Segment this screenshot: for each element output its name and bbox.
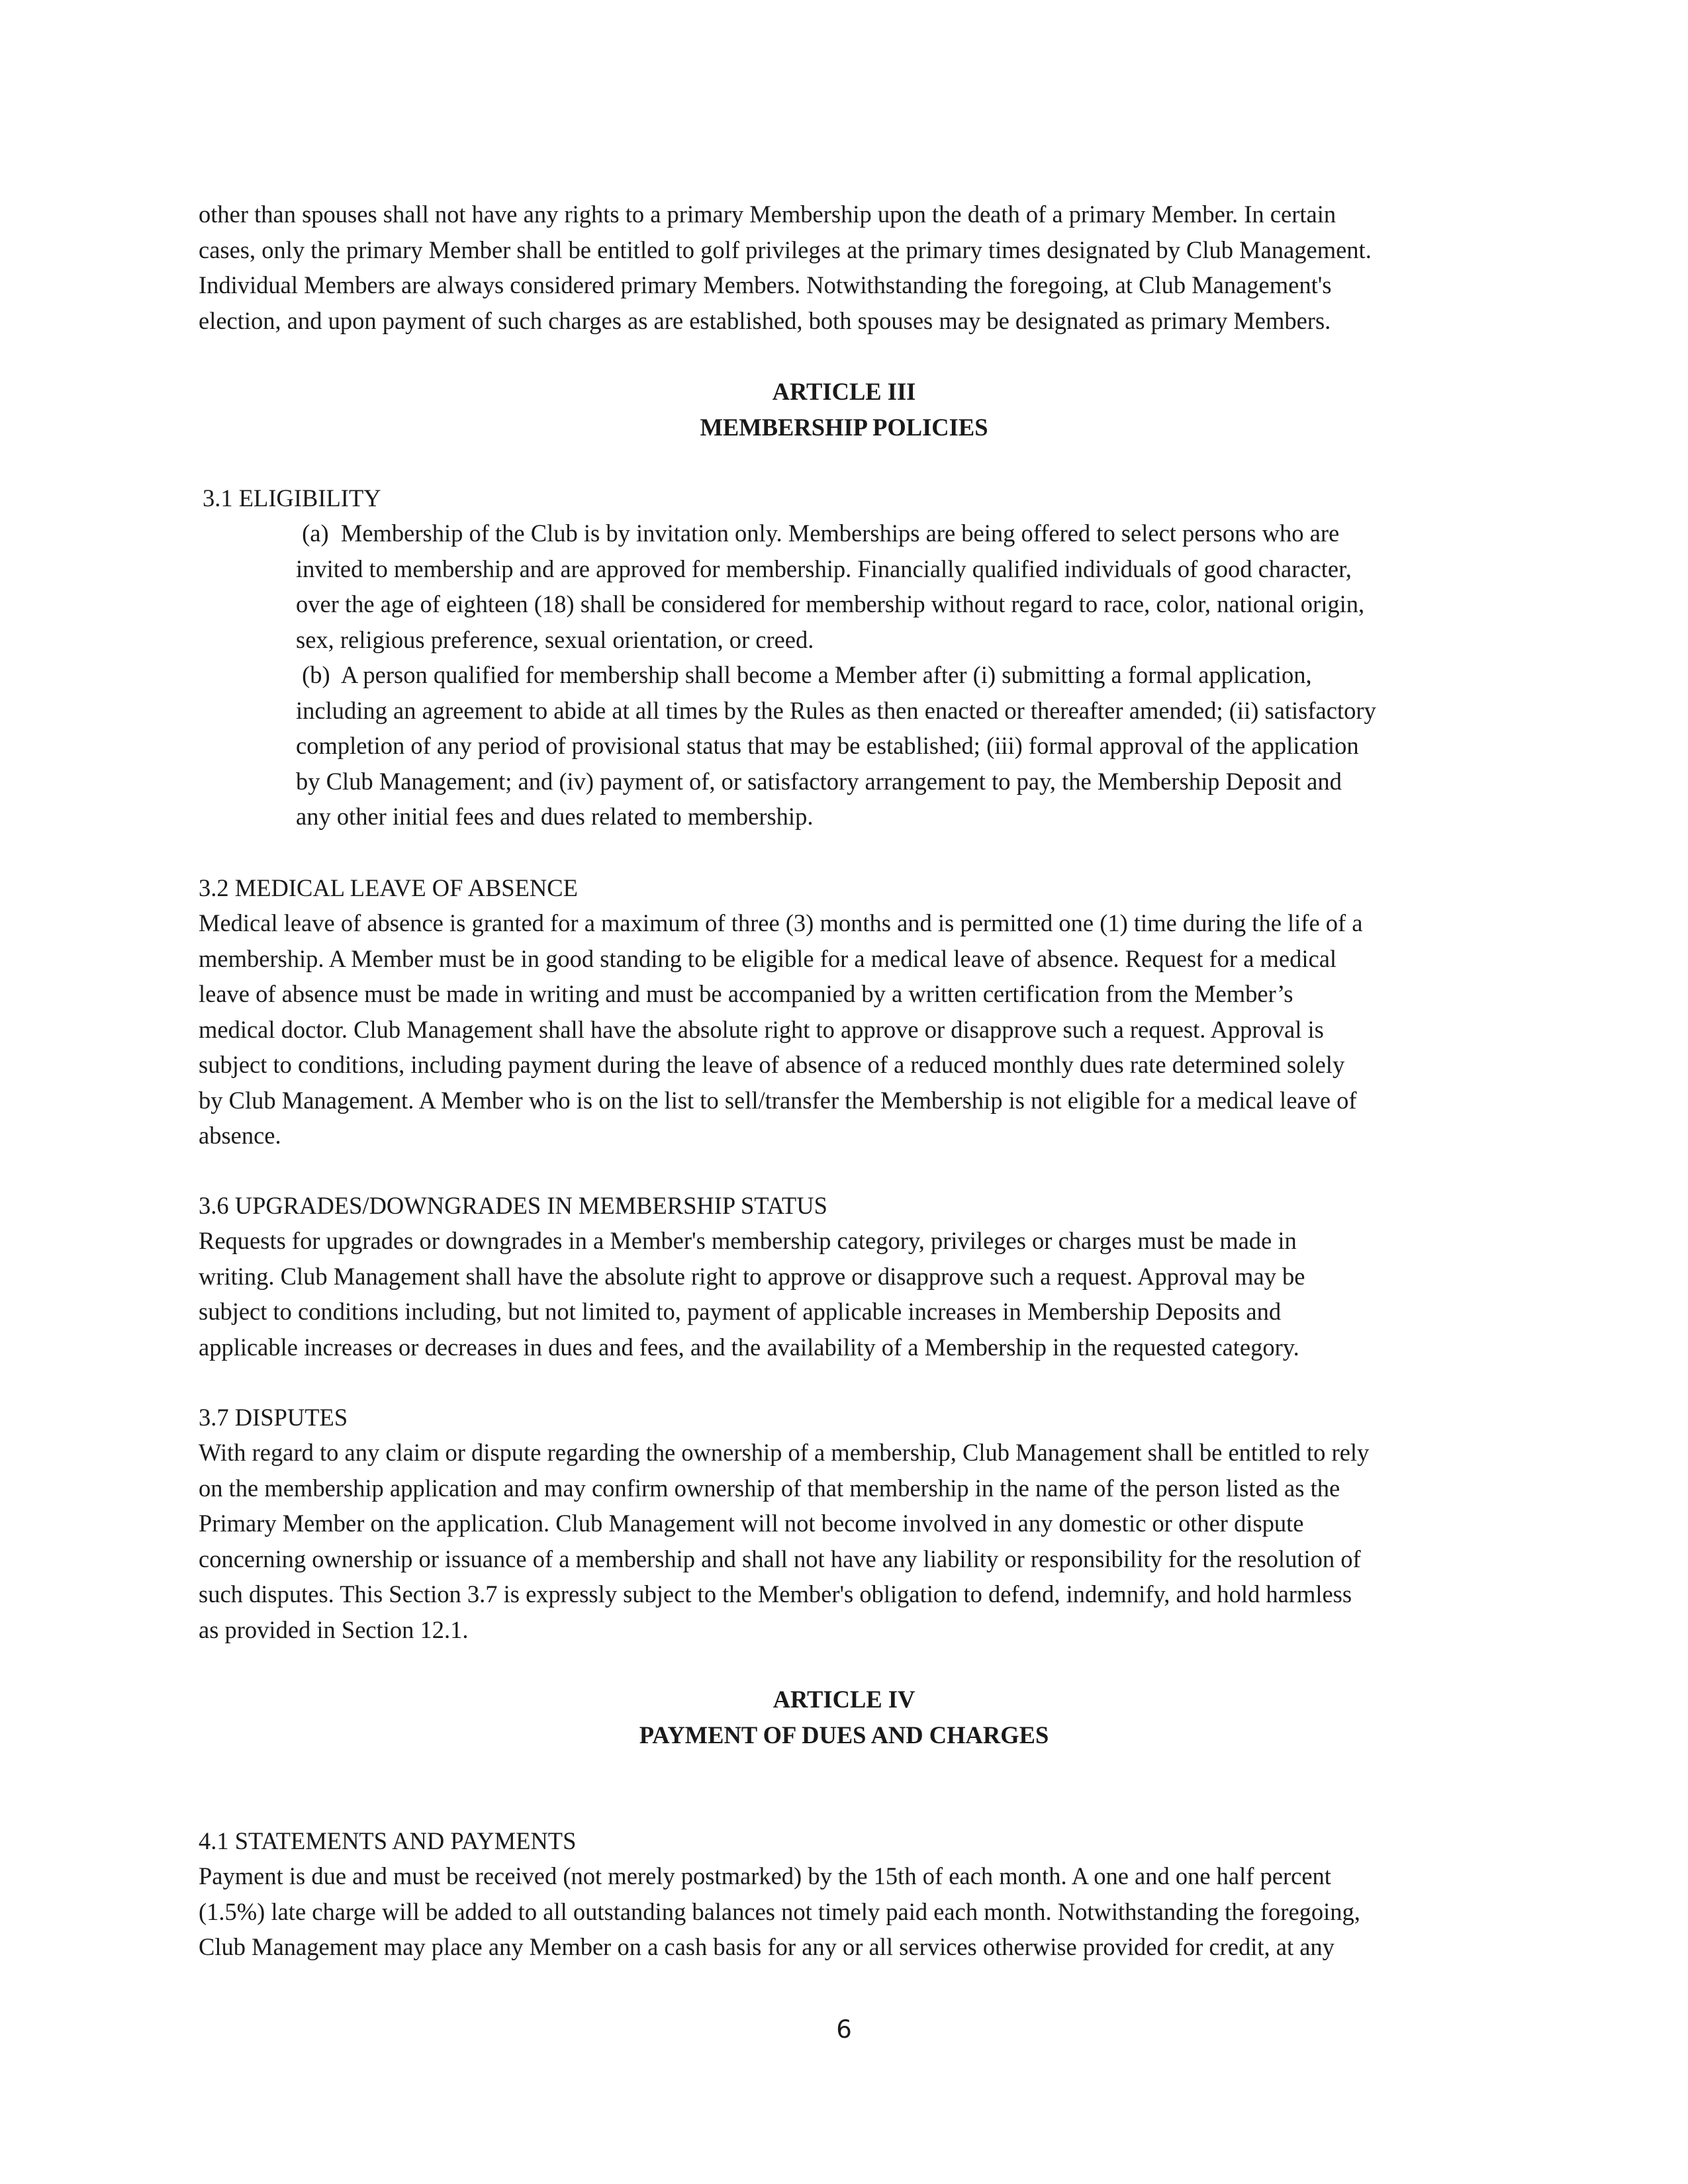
article-number: ARTICLE III (772, 378, 916, 405)
paragraph-line: concerning ownership or issuance of a membership and shall not have any liability or responsibility for the resolution of (199, 1545, 1361, 1572)
article-title: PAYMENT OF DUES AND CHARGES (639, 1721, 1049, 1749)
paragraph-line: Primary Member on the application. Club Management will not become involved in any domestic or other dispute (199, 1510, 1304, 1537)
section-3-1-body (296, 516, 1487, 835)
paragraph-line: applicable increases or decreases in dues and fees, and the availability of a Membership in the requested category. (199, 1333, 1299, 1361)
paragraph-line: cases, only the primary Member shall be entitled to golf privileges at the primary times designated by Club Management. (199, 236, 1372, 263)
article-title: MEMBERSHIP POLICIES (700, 413, 988, 441)
paragraph-line: (b) A person qualified for membership shall become a Member after (i) submitting a formal application, (296, 661, 1312, 688)
intro-paragraph (199, 197, 1496, 338)
paragraph-line: as provided in Section 12.1. (199, 1615, 469, 1643)
section-3-6-title: 3.6 UPGRADES/DOWNGRADES IN MEMBERSHIP STATUS (199, 1192, 827, 1219)
paragraph-line: Payment is due and must be received (not merely postmarked) by the 15th of each month. A one and one half percent (199, 1862, 1331, 1889)
paragraph-line: With regard to any claim or dispute regarding the ownership of a membership, Club Management shall be entitled to rely (199, 1439, 1370, 1466)
paragraph-line: absence. (199, 1122, 281, 1149)
section-3-2-body (199, 905, 1496, 1154)
section-4-1-title: 4.1 STATEMENTS AND PAYMENTS (199, 1827, 577, 1854)
section-4-1-body (199, 1858, 1496, 1965)
page-number: 6 (836, 2015, 852, 2044)
paragraph-line: invited to membership and are approved for membership. Financially qualified individuals of good character, (296, 555, 1352, 582)
paragraph-line: sex, religious preference, sexual orientation, or creed. (296, 625, 814, 653)
paragraph-line: subject to conditions including, but not limited to, payment of applicable increases in Membership Deposits and (199, 1298, 1282, 1325)
paragraph-line: medical doctor. Club Management shall have the absolute right to approve or disapprove such a request. Approval is (199, 1015, 1324, 1043)
paragraph-line: on the membership application and may confirm ownership of that membership in the name of the person listed as the (199, 1474, 1340, 1502)
paragraph-line: over the age of eighteen (18) shall be considered for membership without regard to race, color, national origin, (296, 590, 1365, 617)
section-3-1-title: 3.1 ELIGIBILITY (203, 484, 381, 512)
section-3-7-body (199, 1435, 1496, 1647)
paragraph-line: by Club Management. A Member who is on the list to sell/transfer the Membership is not eligible for a medical leave of (199, 1086, 1357, 1114)
section-3-7-title: 3.7 DISPUTES (199, 1404, 348, 1431)
paragraph-line: Medical leave of absence is granted for a maximum of three (3) months and is permitted one (1) time during the life of a (199, 909, 1363, 936)
paragraph-line: Requests for upgrades or downgrades in a Member's membership category, privileges or charges must be made in (199, 1227, 1297, 1254)
paragraph-line: completion of any period of provisional status that may be established; (iii) formal approval of the application (296, 732, 1359, 759)
article-3-heading (0, 374, 1688, 445)
paragraph-line: other than spouses shall not have any rights to a primary Membership upon the death of a primary Member. In certain (199, 201, 1336, 228)
paragraph-line: Individual Members are always considered primary Members. Notwithstanding the foregoing, at Club Management's (199, 271, 1332, 298)
paragraph-line: leave of absence must be made in writing and must be accompanied by a written certification from the Member’s (199, 980, 1293, 1007)
section-3-2-title: 3.2 MEDICAL LEAVE OF ABSENCE (199, 874, 578, 901)
paragraph-line: (1.5%) late charge will be added to all outstanding balances not timely paid each month. Notwithstanding the foregoing, (199, 1897, 1360, 1925)
article-number: ARTICLE IV (773, 1686, 915, 1713)
paragraph-line: Club Management may place any Member on a cash basis for any or all services otherwise provided for credit, at any (199, 1933, 1335, 1960)
paragraph-line: including an agreement to abide at all times by the Rules as then enacted or thereafter amended; (ii) satisfactory (296, 696, 1376, 724)
paragraph-line: by Club Management; and (iv) payment of, or satisfactory arrangement to pay, the Membership Deposit and (296, 767, 1342, 795)
paragraph-line: subject to conditions, including payment during the leave of absence of a reduced monthly dues rate determined solely (199, 1051, 1345, 1078)
paragraph-line: election, and upon payment of such charges as are established, both spouses may be designated as primary Members. (199, 306, 1331, 334)
paragraph-line: writing. Club Management shall have the absolute right to approve or disapprove such a request. Approval may be (199, 1262, 1305, 1290)
paragraph-line: any other initial fees and dues related to membership. (296, 803, 814, 830)
paragraph-line: (a) Membership of the Club is by invitation only. Memberships are being offered to select persons who are (296, 520, 1340, 547)
paragraph-line: membership. A Member must be in good standing to be eligible for a medical leave of absence. Request for a medical (199, 944, 1337, 972)
paragraph-line: such disputes. This Section 3.7 is expressly subject to the Member's obligation to defend, indemnify, and hold harmless (199, 1580, 1352, 1608)
article-4-heading (0, 1682, 1688, 1752)
section-3-6-body (199, 1223, 1496, 1365)
